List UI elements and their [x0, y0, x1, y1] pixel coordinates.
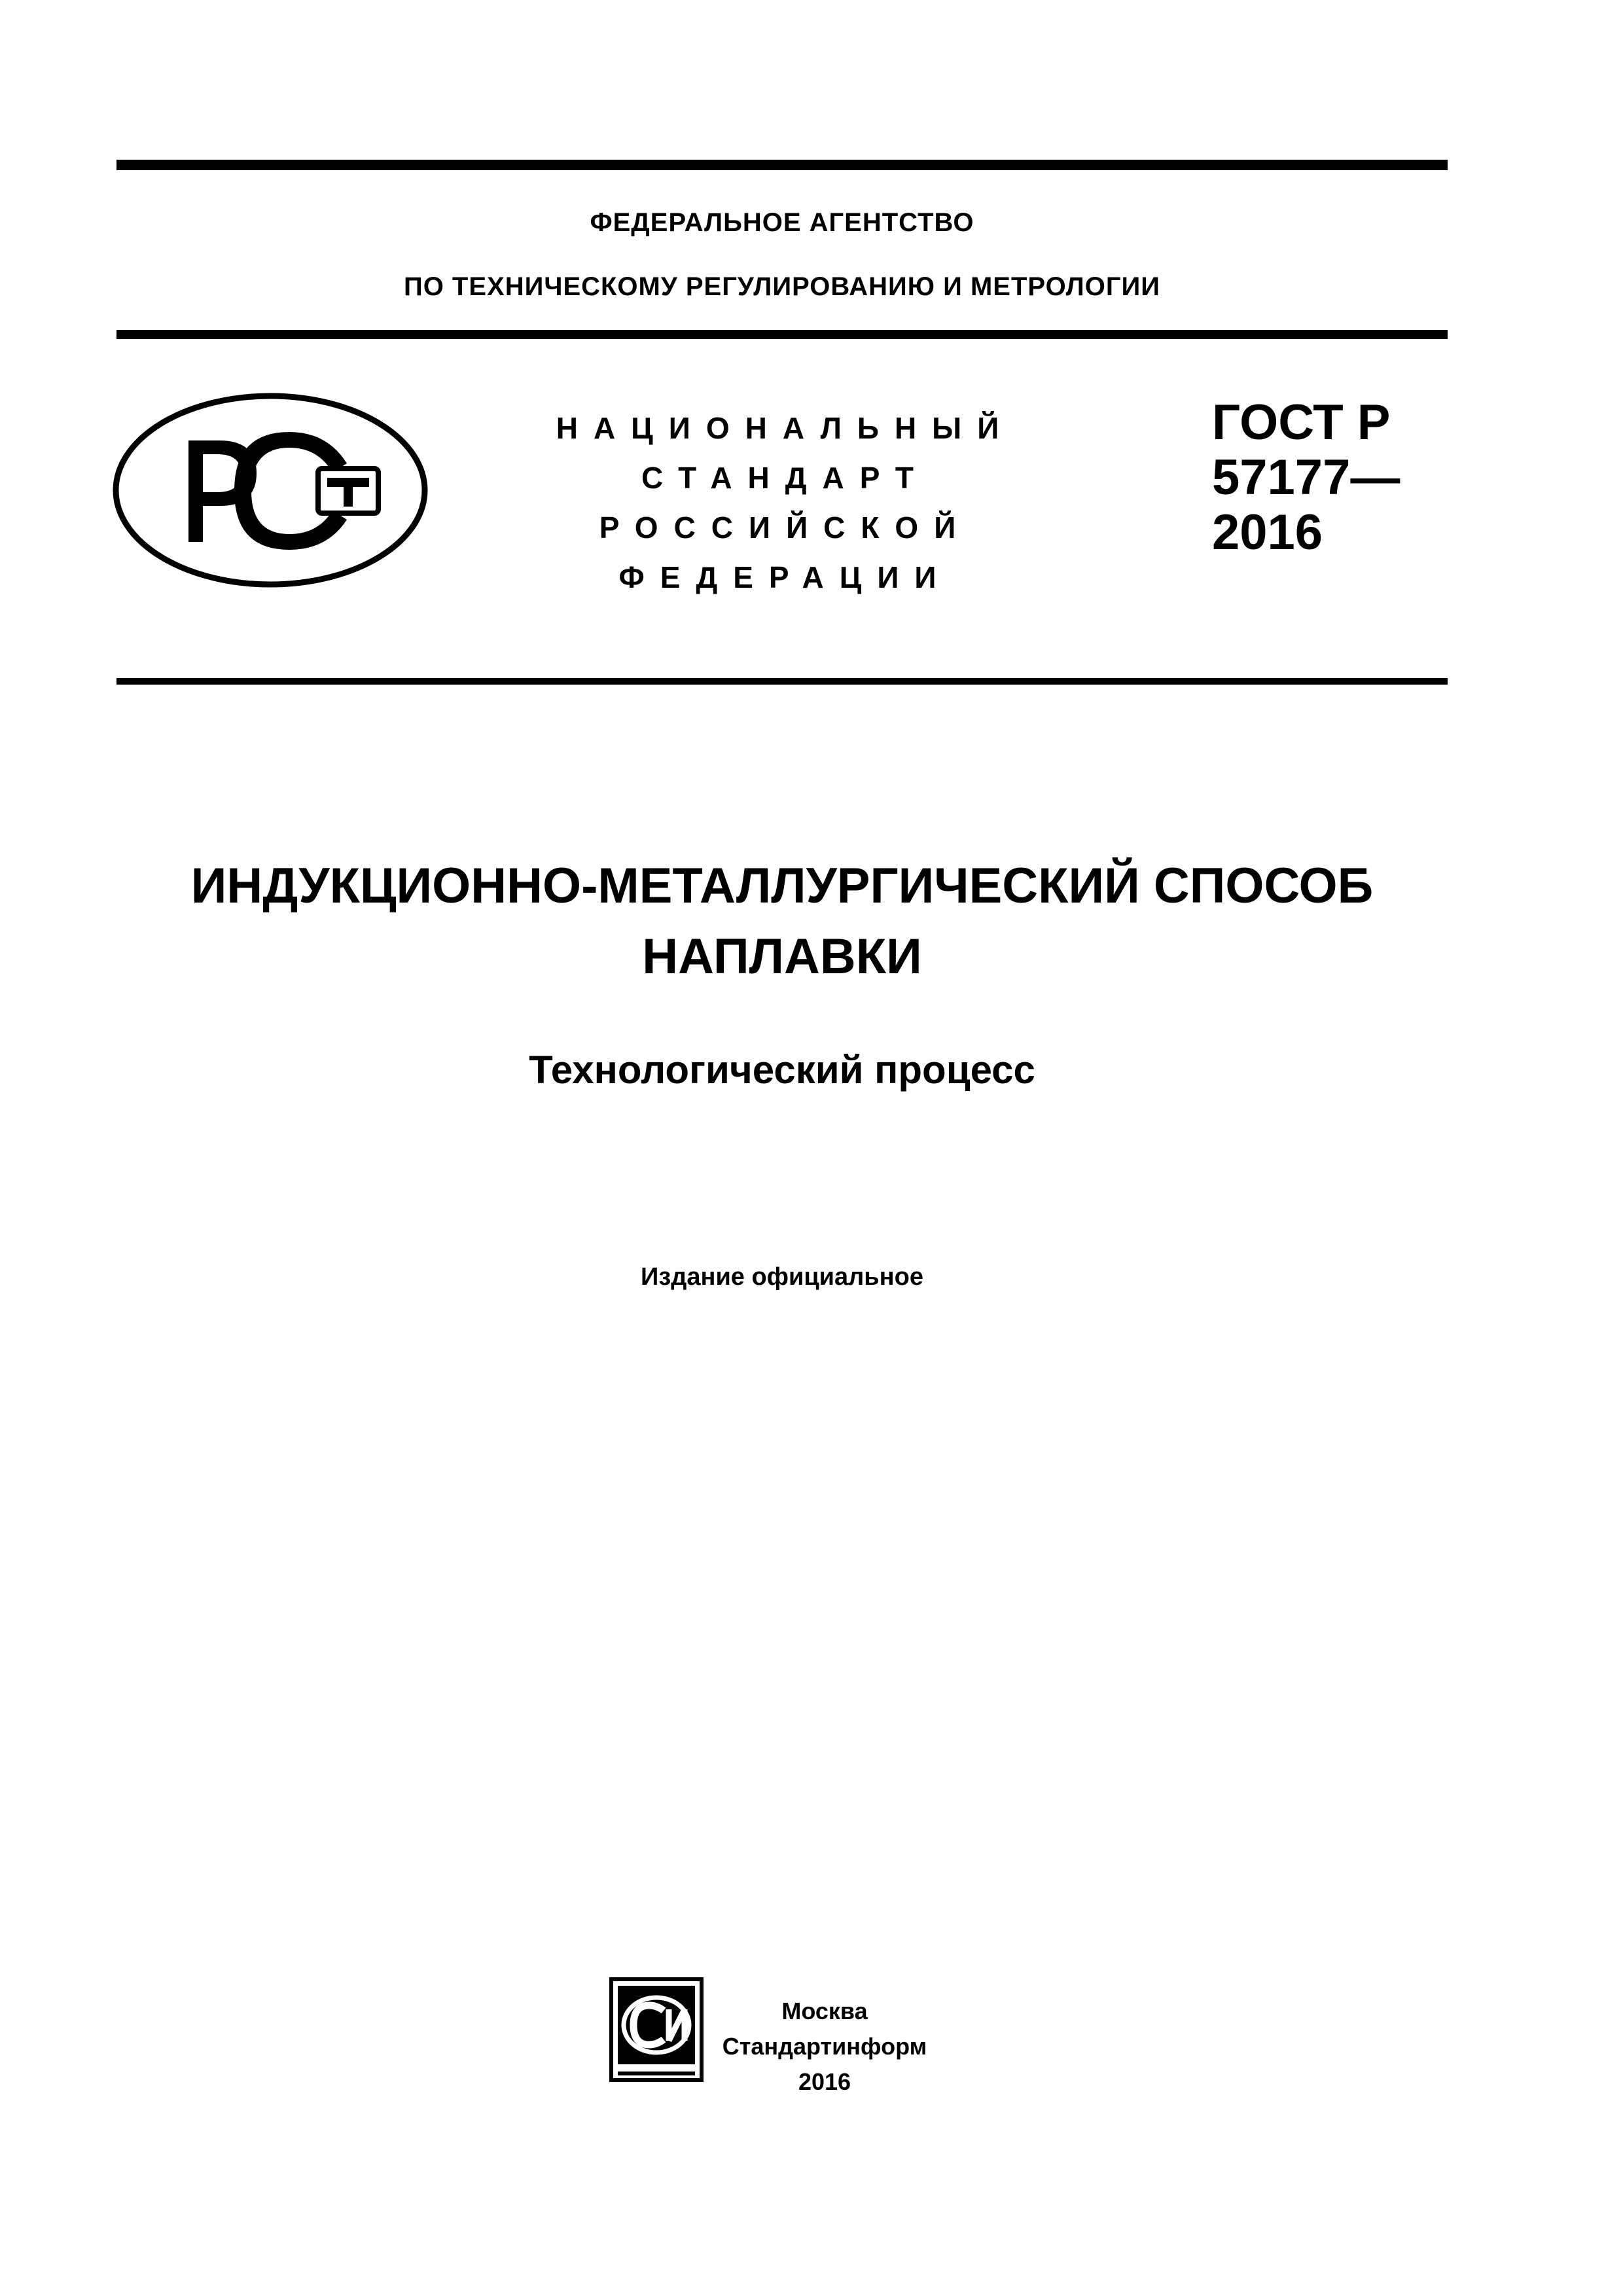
edition-note: Издание официальное — [641, 1263, 923, 1291]
agency-name-line1: ФЕДЕРАЛЬНОЕ АГЕНТСТВО — [590, 208, 974, 237]
document-title — [116, 851, 1448, 992]
agency-name-line2: ПО ТЕХНИЧЕСКОМУ РЕГУЛИРОВАНИЮ И МЕТРОЛОГИИ — [403, 272, 1161, 301]
standard-designation — [1212, 395, 1435, 560]
header-rule — [116, 330, 1448, 339]
designation-rule — [116, 678, 1448, 685]
standartinform-logo-icon — [609, 1977, 704, 2083]
standard-type — [537, 403, 1034, 602]
rst-logo-icon — [111, 391, 429, 589]
standard-type-line1: НАЦИОНАЛЬНЫЙ — [556, 411, 1015, 445]
designation-line2: 57177— — [1212, 450, 1400, 505]
standard-type-line2: СТАНДАРТ — [641, 461, 929, 495]
document-subtitle: Технологический процесс — [529, 1048, 1035, 1092]
standard-type-line4: ФЕДЕРАЦИИ — [618, 560, 952, 594]
top-rule — [116, 160, 1448, 170]
standard-type-line3: РОССИЙСКОЙ — [599, 511, 972, 545]
imprint-year: 2016 — [798, 2068, 851, 2095]
designation-line3: 2016 — [1212, 505, 1323, 560]
title-line2: НАПЛАВКИ — [642, 929, 922, 984]
title-line1: ИНДУКЦИОННО-МЕТАЛЛУРГИЧЕСКИЙ СПОСОБ — [190, 858, 1374, 914]
designation-line1: ГОСТ Р — [1212, 395, 1391, 450]
imprint-publisher: Стандартинформ — [722, 2033, 927, 2060]
imprint-city: Москва — [781, 1998, 868, 2024]
imprint — [713, 1994, 936, 2100]
